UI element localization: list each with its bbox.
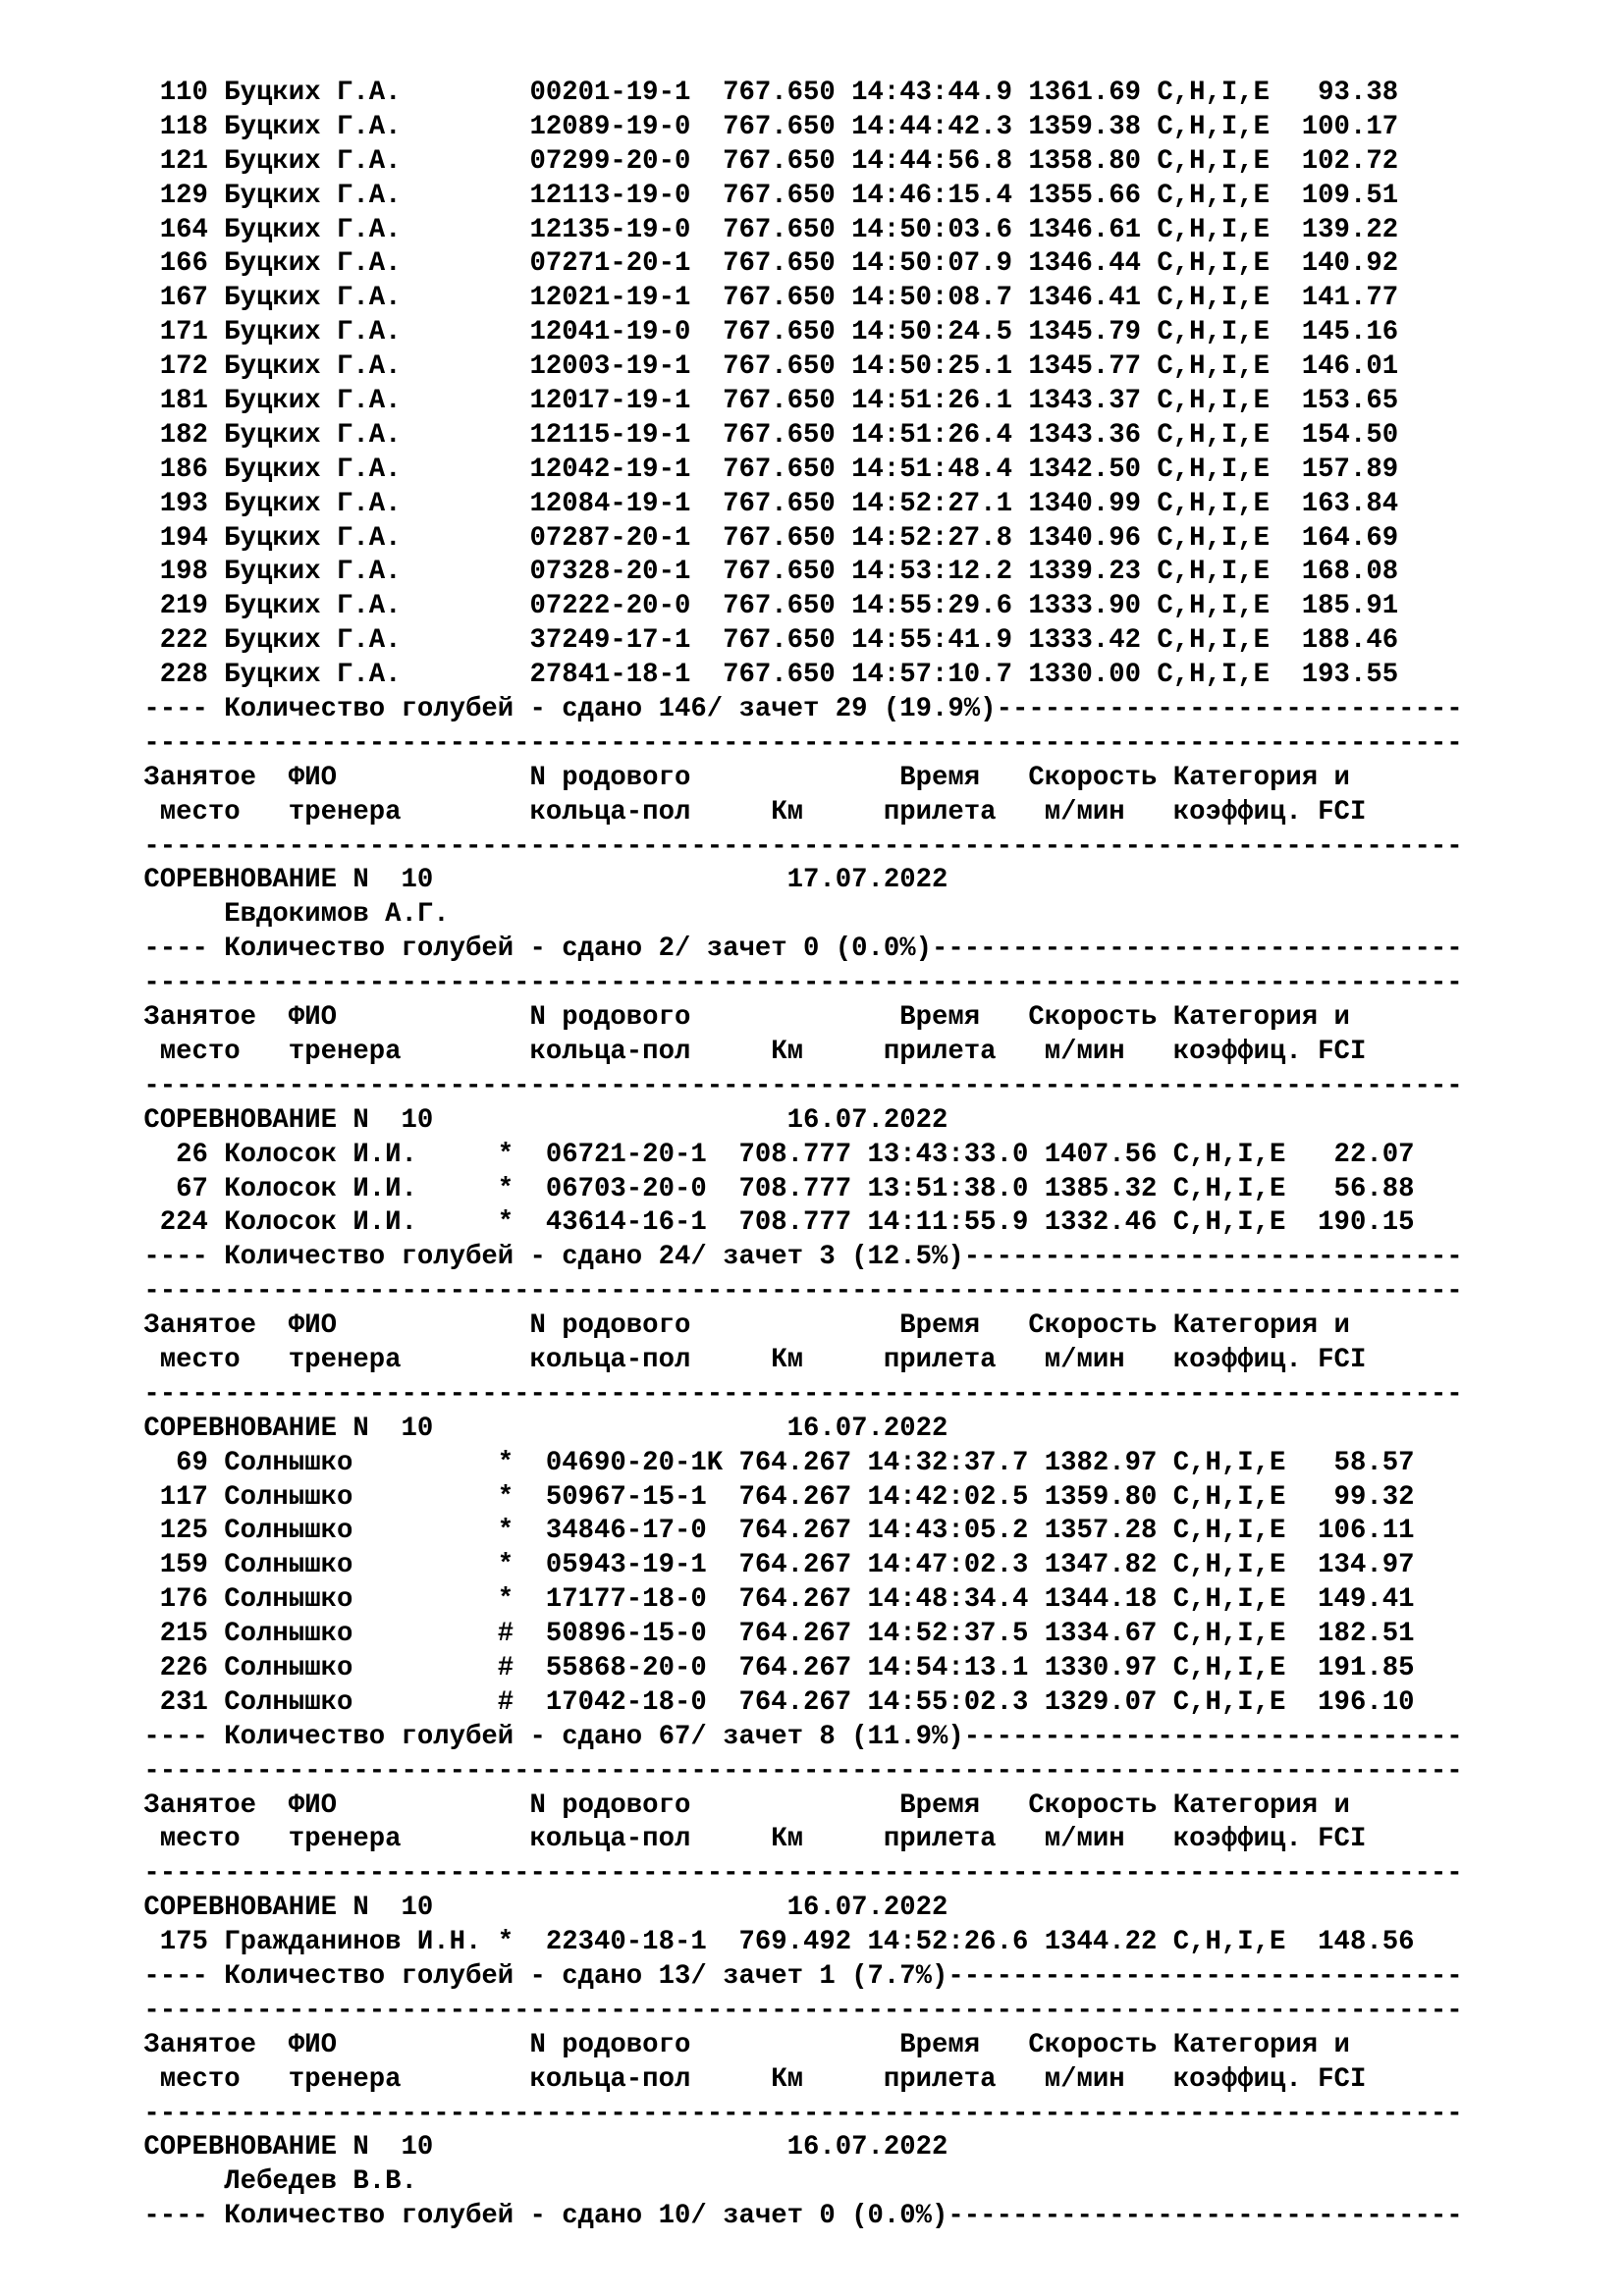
printout-line: место тренера кольца-пол Км прилета м/мин коэффиц. FCI (128, 2063, 1367, 2095)
printout-line: ---------------------------------------------------------------------------------- (128, 1755, 1463, 1787)
printout-line: Занятое ФИО N родового Время Скорость Категория и (128, 1002, 1350, 1034)
printout-line: СОРЕВНОВАНИЕ N 10 16.07.2022 (128, 1893, 948, 1924)
printout-line: 194 Буцких Г.А. 07287-20-1 767.650 14:52:27.8 1340.96 C,H,I,E 164.69 (128, 522, 1399, 554)
printout-line: ---------------------------------------------------------------------------------- (128, 727, 1463, 759)
printout-line: СОРЕВНОВАНИЕ N 10 16.07.2022 (128, 1104, 948, 1136)
printout-line: 219 Буцких Г.А. 07222-20-0 767.650 14:55:29.6 1333.90 C,H,I,E 185.91 (128, 591, 1399, 622)
printout-line: место тренера кольца-пол Км прилета м/мин коэффиц. FCI (128, 1036, 1367, 1067)
printout-line: 171 Буцких Г.А. 12041-19-0 767.650 14:50:24.5 1345.79 C,H,I,E 145.16 (128, 317, 1399, 348)
printout-line: 125 Солнышко * 34846-17-0 764.267 14:43:05.2 1357.28 C,H,I,E 106.11 (128, 1516, 1415, 1547)
printout-line: 164 Буцких Г.А. 12135-19-0 767.650 14:50:03.6 1346.61 C,H,I,E 139.22 (128, 214, 1399, 245)
printout-line: 67 Колосок И.И. * 06703-20-0 708.777 13:51:38.0 1385.32 C,H,I,E 56.88 (128, 1173, 1415, 1204)
printout-line: 193 Буцких Г.А. 12084-19-1 767.650 14:52:27.1 1340.99 C,H,I,E 163.84 (128, 488, 1399, 519)
printout-line: 118 Буцких Г.А. 12089-19-0 767.650 14:44:42.3 1359.38 C,H,I,E 100.17 (128, 111, 1399, 142)
printout-line: 222 Буцких Г.А. 37249-17-1 767.650 14:55:41.9 1333.42 C,H,I,E 188.46 (128, 625, 1399, 657)
printout-line: СОРЕВНОВАНИЕ N 10 16.07.2022 (128, 2132, 948, 2163)
printout-line: ---- Количество голубей - сдано 2/ зачет 0 (0.0%)--------------------------------- (128, 934, 1463, 965)
printout-line: ---- Количество голубей - сдано 10/ зачет 0 (0.0%)-------------------------------- (128, 2201, 1463, 2232)
printout-line: Занятое ФИО N родового Время Скорость Категория и (128, 1789, 1350, 1821)
printout-line: 129 Буцких Г.А. 12113-19-0 767.650 14:46:15.4 1355.66 C,H,I,E 109.51 (128, 180, 1399, 211)
printout-line: 228 Буцких Г.А. 27841-18-1 767.650 14:57:10.7 1330.00 C,H,I,E 193.55 (128, 660, 1399, 691)
printout-line: 117 Солнышко * 50967-15-1 764.267 14:42:02.5 1359.80 C,H,I,E 99.32 (128, 1481, 1415, 1513)
printout-line: ---------------------------------------------------------------------------------- (128, 1378, 1463, 1410)
printout-line: 176 Солнышко * 17177-18-0 764.267 14:48:34.4 1344.18 C,H,I,E 149.41 (128, 1584, 1415, 1616)
printout-line: место тренера кольца-пол Км прилета м/мин коэффиц. FCI (128, 796, 1367, 828)
printout-line: Евдокимов А.Г. (128, 899, 450, 931)
printout-line: 224 Колосок И.И. * 43614-16-1 708.777 14:11:55.9 1332.46 C,H,I,E 190.15 (128, 1207, 1415, 1239)
printout-line: 186 Буцких Г.А. 12042-19-1 767.650 14:51:48.4 1342.50 C,H,I,E 157.89 (128, 454, 1399, 485)
printout-line: 198 Буцких Г.А. 07328-20-1 767.650 14:53:12.2 1339.23 C,H,I,E 168.08 (128, 557, 1399, 588)
printout-line: 69 Солнышко * 04690-20-1K 764.267 14:32:37.7 1382.97 C,H,I,E 58.57 (128, 1447, 1415, 1478)
printout-line: Лебедев В.В. (128, 2166, 417, 2198)
printout-line: ---- Количество голубей - сдано 13/ зачет 1 (7.7%)-------------------------------- (128, 1960, 1463, 1992)
printout-line: ---- Количество голубей - сдано 146/ зачет 29 (19.9%)----------------------------- (128, 694, 1463, 725)
printout-line: СОРЕВНОВАНИЕ N 10 16.07.2022 (128, 1413, 948, 1444)
printout-line: 167 Буцких Г.А. 12021-19-1 767.650 14:50:08.7 1346.41 C,H,I,E 141.77 (128, 283, 1399, 314)
printout-line: 159 Солнышко * 05943-19-1 764.267 14:47:02.3 1347.82 C,H,I,E 134.97 (128, 1550, 1415, 1581)
printout-line: место тренера кольца-пол Км прилета м/мин коэффиц. FCI (128, 1824, 1367, 1855)
printout-line: ---------------------------------------------------------------------------------- (128, 1858, 1463, 1890)
printout-line: ---------------------------------------------------------------------------------- (128, 1276, 1463, 1308)
printout-line: 181 Буцких Г.А. 12017-19-1 767.650 14:51:26.1 1343.37 C,H,I,E 153.65 (128, 386, 1399, 417)
printout-line: 231 Солнышко # 17042-18-0 764.267 14:55:02.3 1329.07 C,H,I,E 196.10 (128, 1686, 1415, 1718)
printout-line: Занятое ФИО N родового Время Скорость Категория и (128, 1310, 1350, 1342)
printout-line: 26 Колосок И.И. * 06721-20-1 708.777 13:43:33.0 1407.56 C,H,I,E 22.07 (128, 1139, 1415, 1170)
printout-line: 166 Буцких Г.А. 07271-20-1 767.650 14:50:07.9 1346.44 C,H,I,E 140.92 (128, 248, 1399, 280)
printout-line: ---------------------------------------------------------------------------------- (128, 2098, 1463, 2129)
printout-line: Занятое ФИО N родового Время Скорость Категория и (128, 2029, 1350, 2060)
printout-line: ---------------------------------------------------------------------------------- (128, 1070, 1463, 1101)
printout-line: ---- Количество голубей - сдано 67/ зачет 8 (11.9%)------------------------------- (128, 1721, 1463, 1752)
printout-line: ---------------------------------------------------------------------------------- (128, 1995, 1463, 2026)
printout-line: место тренера кольца-пол Км прилета м/мин коэффиц. FCI (128, 1344, 1367, 1375)
printout-line: ---- Количество голубей - сдано 24/ зачет 3 (12.5%)------------------------------- (128, 1242, 1463, 1273)
printout-line: 226 Солнышко # 55868-20-0 764.267 14:54:13.1 1330.97 C,H,I,E 191.85 (128, 1652, 1415, 1683)
printout-line: 110 Буцких Г.А. 00201-19-1 767.650 14:43:44.9 1361.69 C,H,I,E 93.38 (128, 78, 1399, 108)
printout-line: 175 Гражданинов И.Н. * 22340-18-1 769.492 14:52:26.6 1344.22 C,H,I,E 148.56 (128, 1927, 1415, 1958)
printout-line: ---------------------------------------------------------------------------------- (128, 968, 1463, 999)
printout-line: 121 Буцких Г.А. 07299-20-0 767.650 14:44:56.8 1358.80 C,H,I,E 102.72 (128, 145, 1399, 177)
printout-line: СОРЕВНОВАНИЕ N 10 17.07.2022 (128, 865, 948, 896)
printout-line: 182 Буцких Г.А. 12115-19-1 767.650 14:51:26.4 1343.36 C,H,I,E 154.50 (128, 419, 1399, 451)
printout-line: Занятое ФИО N родового Время Скорость Категория и (128, 762, 1350, 793)
printout-line: ---------------------------------------------------------------------------------- (128, 830, 1463, 862)
printout-line: 172 Буцких Г.А. 12003-19-1 767.650 14:50:25.1 1345.77 C,H,I,E 146.01 (128, 351, 1399, 383)
printout-line: 215 Солнышко # 50896-15-0 764.267 14:52:37.5 1334.67 C,H,I,E 182.51 (128, 1619, 1415, 1650)
results-printout (128, 77, 1463, 2234)
